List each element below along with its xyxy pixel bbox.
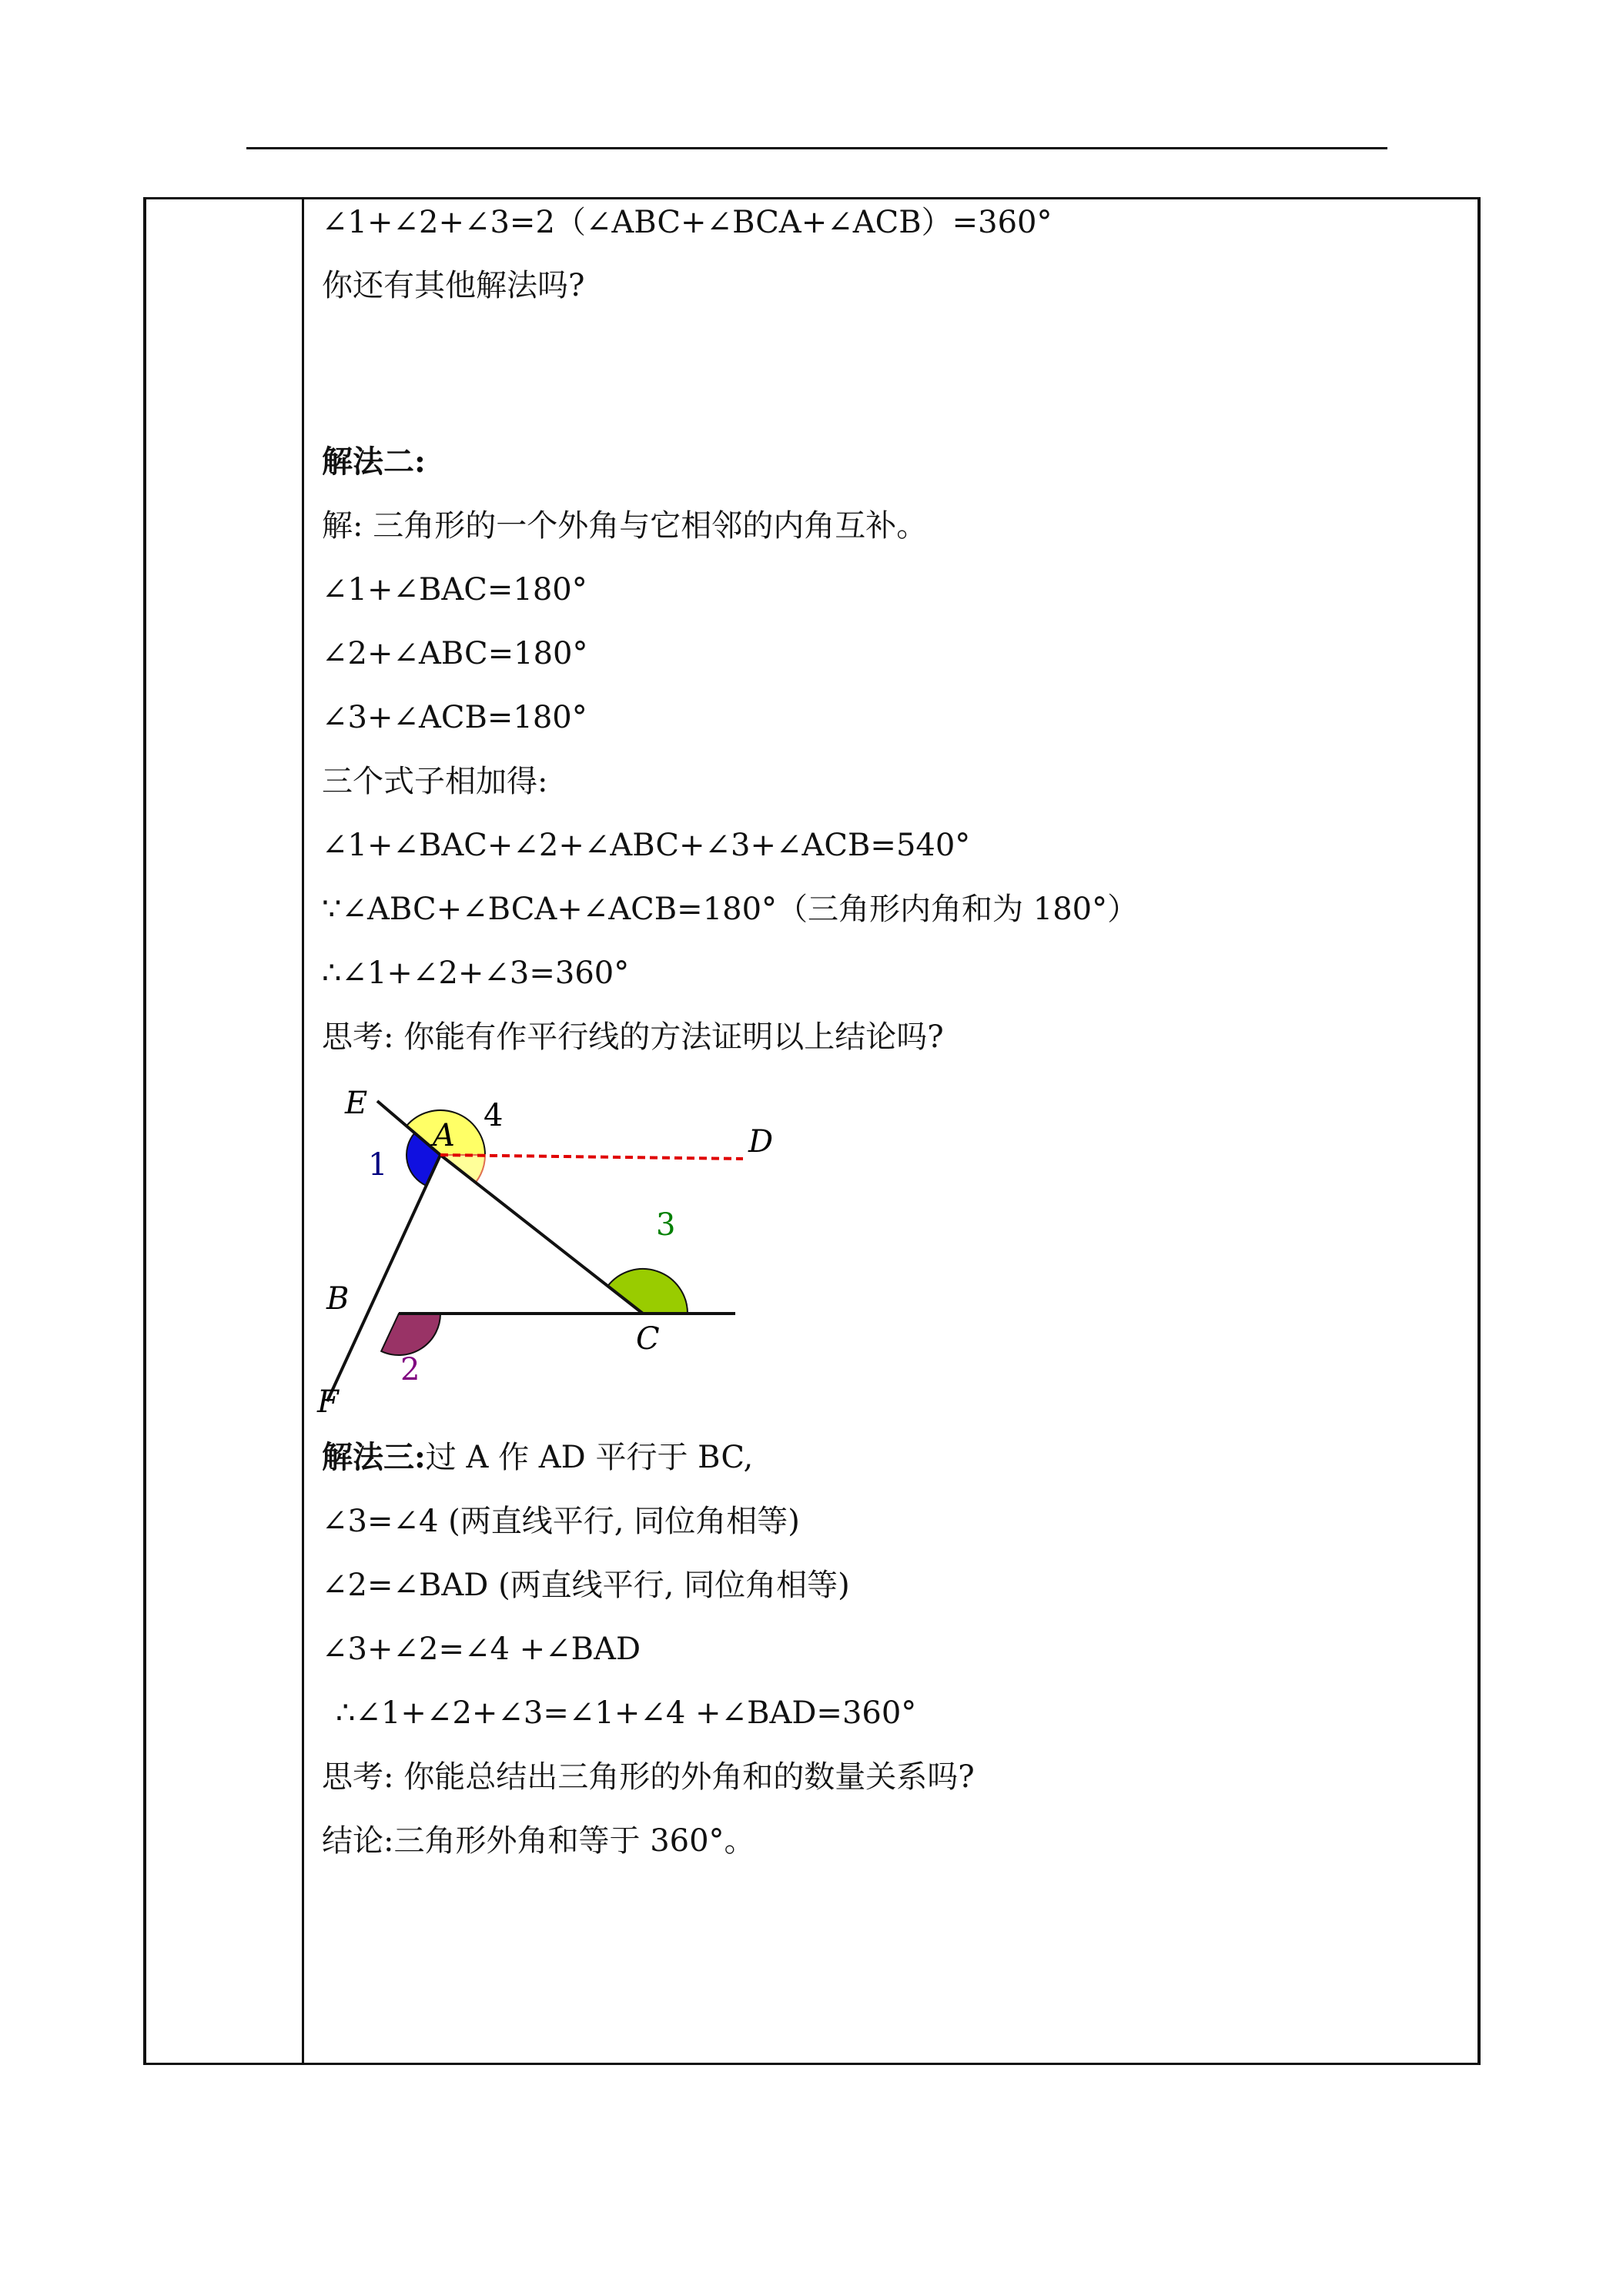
question-line: 你还有其他解法吗?	[322, 268, 585, 303]
label-2: 2	[400, 1352, 420, 1387]
label-d: D	[748, 1124, 774, 1160]
angle-3-sector	[607, 1269, 688, 1314]
label-f: F	[317, 1384, 339, 1420]
label-3: 3	[656, 1207, 676, 1243]
method-two-line: ∠2+∠ABC=180°	[322, 636, 588, 671]
method-three-line: ∠3=∠4 (两直线平行, 同位角相等)	[322, 1504, 800, 1539]
label-4: 4	[484, 1098, 504, 1133]
method-three-line: ∴∠1+∠2+∠3=∠1+∠4 +∠BAD=360°	[336, 1695, 917, 1731]
line-af	[327, 1155, 440, 1401]
conclusion-line: 结论:三角形外角和等于 360°。	[322, 1823, 755, 1859]
method-three-intro: 过 A 作 AD 平行于 BC,	[425, 1440, 754, 1475]
method-three-title: 解法三:	[322, 1439, 426, 1475]
method-two-line: ∴∠1+∠2+∠3=360°	[322, 956, 630, 991]
label-c: C	[636, 1321, 660, 1357]
method-two-line: 思考: 你能有作平行线的方法证明以上结论吗?	[322, 1019, 944, 1055]
table-column-divider	[302, 197, 304, 2065]
method-two-title: 解法二:	[322, 443, 426, 480]
method-two-line: 三个式子相加得:	[322, 764, 548, 799]
label-b: B	[326, 1281, 350, 1317]
method-three-line: 思考: 你能总结出三角形的外角和的数量关系吗?	[322, 1759, 975, 1795]
line-ac	[440, 1155, 643, 1314]
method-three-line	[322, 1439, 754, 1475]
method-two-line: ∵∠ABC+∠BCA+∠ACB=180°（三角形内角和为 180°）	[322, 892, 1139, 927]
method-two-line: 解: 三角形的一个外角与它相邻的内角互补。	[322, 508, 928, 544]
method-two-line: ∠3+∠ACB=180°	[322, 700, 587, 735]
triangle-figure	[308, 1078, 774, 1432]
angle-2-sector	[381, 1314, 440, 1355]
label-a: A	[433, 1118, 455, 1153]
label-1: 1	[368, 1147, 388, 1183]
method-three-line: ∠2=∠BAD (两直线平行, 同位角相等)	[322, 1568, 850, 1603]
label-e: E	[345, 1086, 368, 1121]
equation-line: ∠1+∠2+∠3=2（∠ABC+∠BCA+∠ACB）=360°	[322, 205, 1052, 240]
header-rule	[246, 147, 1387, 149]
method-three-line: ∠3+∠2=∠4 +∠BAD	[322, 1632, 641, 1667]
method-two-line: ∠1+∠BAC=180°	[322, 572, 587, 607]
method-two-line: ∠1+∠BAC+∠2+∠ABC+∠3+∠ACB=540°	[322, 828, 971, 863]
